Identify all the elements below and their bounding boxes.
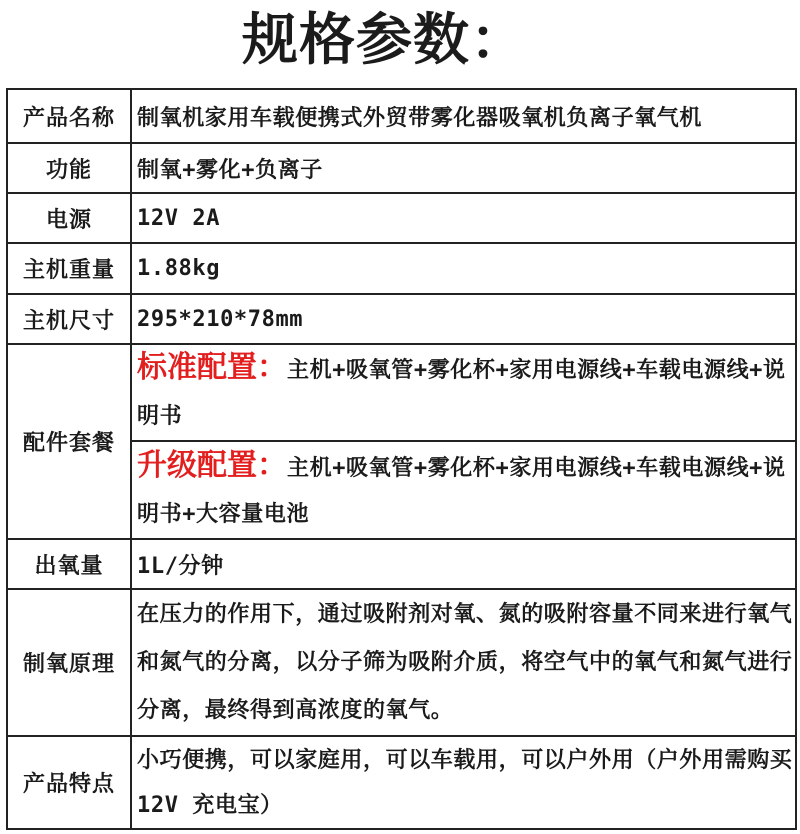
spec-value-principle (132, 590, 795, 735)
standard-config-line-1 (137, 345, 795, 394)
standard-config (132, 345, 795, 442)
spec-value-features (132, 737, 795, 828)
features-line-1: 小巧便携，可以家庭用，可以车载用，可以户外用（户外用需购买 (137, 747, 793, 773)
standard-config-title: 标准配置： (137, 350, 287, 385)
page-title: 规格参数： (242, 8, 527, 73)
features-line-2: 12V 充电宝） (137, 792, 283, 818)
spec-row-features (8, 737, 795, 828)
spec-row-dimensions (8, 295, 795, 345)
spec-label-dimensions: 主机尺寸 (8, 295, 132, 343)
spec-value-power: 12V 2A (137, 205, 221, 231)
standard-config-items: 主机+吸氧管+雾化杯+家用电源线+车载电源线+说 (287, 358, 786, 383)
principle-line-3: 分离，最终得到高浓度的氧气。 (137, 697, 454, 723)
upgrade-config-line-1 (137, 442, 795, 491)
spec-value-function: 制氧+雾化+负离子 (137, 157, 323, 183)
spec-value-dimensions: 295*210*78mm (137, 306, 304, 332)
principle-line-2: 和氮气的分离，以分子筛为吸附介质，将空气中的氧气和氮气进行 (137, 649, 793, 675)
spec-label-weight: 主机重量 (8, 244, 132, 293)
upgrade-config-line-2: 明书+大容量电池 (137, 502, 310, 528)
spec-value-product-name: 制氧机家用车载便携式外贸带雾化器吸氧机负离子氧气机 (137, 105, 703, 131)
standard-config-line-2: 明书 (137, 404, 183, 429)
upgrade-config-items: 主机+吸氧管+雾化杯+家用电源线+车载电源线+说 (287, 456, 786, 481)
spec-row-principle (8, 590, 795, 737)
spec-row-power (8, 194, 795, 244)
spec-row-function (8, 144, 795, 194)
spec-label-product-name: 产品名称 (8, 90, 132, 142)
spec-row-accessories (8, 345, 795, 540)
spec-value-weight: 1.88kg (137, 256, 221, 281)
spec-label-features: 产品特点 (8, 737, 132, 828)
spec-value-accessories (132, 345, 795, 538)
spec-label-accessories: 配件套餐 (8, 345, 132, 538)
spec-row-weight (8, 244, 795, 295)
spec-label-oxygen-output: 出氧量 (8, 540, 132, 588)
spec-value-oxygen-output: 1L/分钟 (137, 553, 224, 579)
spec-label-power: 电源 (8, 194, 132, 242)
spec-label-principle: 制氧原理 (8, 590, 132, 735)
upgrade-config (132, 442, 795, 538)
principle-line-1: 在压力的作用下，通过吸附剂对氧、氮的吸附容量不同来进行氧气 (137, 601, 793, 627)
spec-table (6, 88, 797, 830)
spec-label-function: 功能 (8, 144, 132, 192)
spec-row-oxygen-output (8, 540, 795, 590)
spec-row-product-name (8, 90, 795, 144)
upgrade-config-title: 升级配置： (137, 448, 287, 483)
